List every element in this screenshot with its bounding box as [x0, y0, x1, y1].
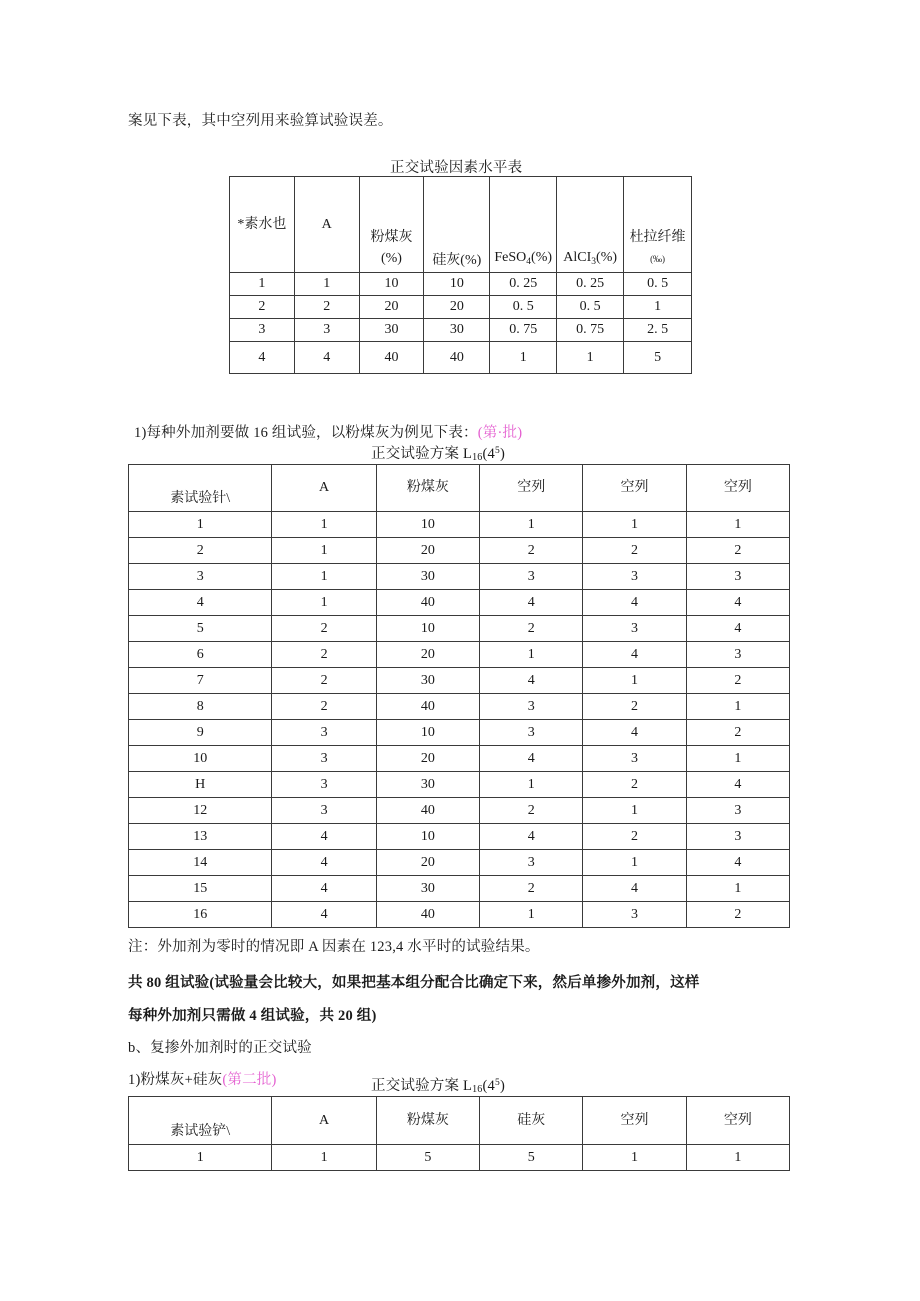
table-cell: 1	[686, 512, 789, 538]
table-cell: 3	[583, 564, 686, 590]
item-2-text: 1)粉煤灰+硅灰	[128, 1072, 223, 1088]
table-cell: 2	[230, 296, 295, 319]
table-cell: 3	[583, 616, 686, 642]
table-cell: 20	[376, 746, 479, 772]
plan-title-paren-close: )	[499, 446, 505, 462]
table-row	[129, 642, 790, 668]
table-cell: 0. 75	[490, 319, 557, 342]
table-cell: 2	[272, 694, 376, 720]
table-cell: 4	[583, 720, 686, 746]
table-cell: 1	[490, 342, 557, 374]
header-cell-empty-col-1: 空列	[480, 465, 583, 512]
note-paragraph: 注：外加剂为零时的情况即 A 因素在 123,4 水平时的试验结果。	[128, 939, 540, 955]
table-cell: 10	[376, 720, 479, 746]
table-row	[129, 824, 790, 850]
table-cell: 1	[480, 642, 583, 668]
table-cell: 1	[230, 273, 295, 296]
table-cell: 2	[686, 668, 789, 694]
factor-table-title: 正交试验因素水平表	[390, 160, 523, 176]
table-cell: 2	[294, 296, 359, 319]
orthogonal-plan-table-2	[128, 1096, 790, 1171]
header-cell-a: A	[272, 465, 376, 512]
table-cell: 4	[686, 772, 789, 798]
table-cell: 4	[583, 876, 686, 902]
table-row	[129, 694, 790, 720]
table-row	[129, 876, 790, 902]
section-b-heading: b、复掺外加剂时的正交试验	[128, 1040, 312, 1056]
table-row	[230, 273, 692, 296]
header-alci3-b: (%)	[596, 250, 618, 266]
header-fly-ash-unit: (%)	[380, 250, 402, 266]
table-header-row	[129, 1097, 790, 1145]
table-cell: 0. 5	[557, 296, 624, 319]
table-cell: 5	[480, 1145, 583, 1171]
table-cell: 3	[686, 642, 789, 668]
table-cell: 3	[480, 564, 583, 590]
table-cell: 1	[480, 772, 583, 798]
table-cell: 1	[686, 694, 789, 720]
table-cell: 3	[272, 720, 376, 746]
table-cell: 3	[686, 564, 789, 590]
table-cell: 9	[129, 720, 272, 746]
table-cell: 30	[376, 876, 479, 902]
header-cell-trial-index: 素试验针\	[129, 465, 272, 512]
table-cell: 2	[272, 668, 376, 694]
header-feso4-sub: 4	[526, 257, 532, 268]
table-header-row	[230, 177, 692, 273]
table-cell: 4	[480, 824, 583, 850]
table-cell: 4	[480, 590, 583, 616]
table-cell: 10	[424, 273, 490, 296]
header-feso4-a: FeSO	[494, 250, 527, 266]
table-row	[230, 342, 692, 374]
table-cell: 2	[480, 616, 583, 642]
header-cell-alci3	[557, 177, 624, 273]
header-alci3-sub: 3	[591, 257, 597, 268]
table-cell: 5	[129, 616, 272, 642]
table-cell: 4	[686, 850, 789, 876]
table-cell: 3	[272, 798, 376, 824]
table-cell: 10	[129, 746, 272, 772]
intro-paragraph: 案见下表，其中空列用来验算试验误差。	[128, 113, 393, 129]
table-cell: 1	[686, 876, 789, 902]
table-row	[230, 319, 692, 342]
table-cell: 2	[583, 694, 686, 720]
table-cell: 3	[583, 902, 686, 928]
table-cell: 2	[129, 538, 272, 564]
table-cell: 1	[129, 512, 272, 538]
table-cell: 20	[359, 296, 424, 319]
table-cell: 10	[376, 616, 479, 642]
plan2-title-paren-close: )	[499, 1078, 505, 1094]
table-cell: 4	[230, 342, 295, 374]
table-cell: 2	[480, 538, 583, 564]
table-row	[129, 798, 790, 824]
table-cell: 1	[686, 746, 789, 772]
table-cell: 4	[686, 590, 789, 616]
table-cell: H	[129, 772, 272, 798]
table-row	[129, 564, 790, 590]
item-1-batch-tag: (第·批)	[477, 425, 523, 441]
table-cell: 3	[272, 746, 376, 772]
table-row	[129, 668, 790, 694]
table-row	[129, 538, 790, 564]
plan-title-sub: 16	[472, 452, 483, 463]
table-cell: 4	[583, 642, 686, 668]
table-cell: 1	[272, 1145, 376, 1171]
table-cell: 4	[583, 590, 686, 616]
plan-table-2-title	[371, 1074, 505, 1095]
plan2-title-sub: 16	[472, 1084, 483, 1095]
table-cell: 0. 5	[490, 296, 557, 319]
table-cell: 20	[424, 296, 490, 319]
table-cell: 1	[624, 296, 692, 319]
table-cell: 5	[624, 342, 692, 374]
table-cell: 1	[583, 1145, 686, 1171]
table-cell: 30	[359, 319, 424, 342]
table-cell: 13	[129, 824, 272, 850]
table-cell: 10	[359, 273, 424, 296]
table-row	[129, 590, 790, 616]
table-cell: 1	[294, 273, 359, 296]
table-row	[129, 746, 790, 772]
table-cell: 4	[686, 616, 789, 642]
table-cell: 2	[272, 642, 376, 668]
table-cell: 3	[686, 798, 789, 824]
table-cell: 4	[480, 746, 583, 772]
table-cell: 30	[424, 319, 490, 342]
table-cell: 2	[686, 720, 789, 746]
table-cell: 4	[272, 850, 376, 876]
header-cell-factor-level: *素水也	[230, 177, 295, 273]
header-cell-silica-fume: 硅灰(%)	[424, 177, 490, 273]
table-cell: 4	[272, 902, 376, 928]
table-cell: 3	[480, 720, 583, 746]
header-cell-trial-index: 素试验铲\	[129, 1097, 272, 1145]
plan-title-paren-open: (4	[482, 446, 495, 462]
table-cell: 1	[272, 538, 376, 564]
header-cell-empty-col-2: 空列	[583, 465, 686, 512]
table-cell: 2	[583, 772, 686, 798]
table-cell: 1	[583, 850, 686, 876]
table-cell: 1	[129, 1145, 272, 1171]
header-cell-fly-ash: 粉煤灰	[376, 1097, 479, 1145]
table-cell: 1	[272, 564, 376, 590]
table-cell: 3	[686, 824, 789, 850]
table-cell: 4	[272, 876, 376, 902]
table-cell: 14	[129, 850, 272, 876]
header-cell-empty-col-2: 空列	[686, 1097, 789, 1145]
table-cell: 0. 25	[557, 273, 624, 296]
header-cell-fly-ash	[359, 177, 424, 273]
item-1-text: 1)每种外加剂要做 16 组试验，以粉煤灰为例见下表：	[134, 425, 478, 441]
table-cell: 40	[424, 342, 490, 374]
plan2-title-main: 正交试验方案 L	[371, 1078, 473, 1094]
header-cell-silica-fume: 硅灰	[480, 1097, 583, 1145]
table-cell: 2. 5	[624, 319, 692, 342]
table-cell: 10	[376, 512, 479, 538]
table-cell: 10	[376, 824, 479, 850]
table-row	[129, 512, 790, 538]
table-cell: 3	[480, 850, 583, 876]
table-cell: 30	[376, 772, 479, 798]
table-cell: 1	[583, 512, 686, 538]
table-cell: 20	[376, 850, 479, 876]
table-cell: 4	[480, 668, 583, 694]
table-cell: 30	[376, 668, 479, 694]
summary-paragraph-line-2: 每种外加剂只需做 4 组试验，共 20 组)	[128, 1008, 377, 1024]
table-cell: 2	[480, 798, 583, 824]
table-cell: 15	[129, 876, 272, 902]
table-cell: 1	[583, 668, 686, 694]
orthogonal-plan-table	[128, 464, 790, 928]
plan2-title-paren-open: (4	[482, 1078, 495, 1094]
table-row	[129, 1145, 790, 1171]
factor-level-table	[229, 176, 692, 374]
table-cell: 4	[272, 824, 376, 850]
table-cell: 16	[129, 902, 272, 928]
table-row	[129, 720, 790, 746]
table-cell: 7	[129, 668, 272, 694]
table-cell: 6	[129, 642, 272, 668]
header-cell-a: A	[294, 177, 359, 273]
table-cell: 3	[583, 746, 686, 772]
table-cell: 1	[272, 590, 376, 616]
plan-title-main: 正交试验方案 L	[371, 446, 473, 462]
table-cell: 8	[129, 694, 272, 720]
item-2-paragraph	[128, 1070, 277, 1092]
table-cell: 30	[376, 564, 479, 590]
table-row	[129, 772, 790, 798]
header-cell-feso4	[490, 177, 557, 273]
table-cell: 40	[376, 694, 479, 720]
header-fly-ash-label: 粉煤灰	[370, 230, 413, 246]
table-cell: 1	[583, 798, 686, 824]
table-cell: 2	[686, 538, 789, 564]
header-alci3-a: AlCI	[563, 250, 592, 266]
plan-title-sup: 5	[494, 446, 500, 456]
table-cell: 0. 25	[490, 273, 557, 296]
table-cell: 2	[686, 902, 789, 928]
table-cell: 1	[480, 902, 583, 928]
header-cell-empty-col-1: 空列	[583, 1097, 686, 1145]
header-dura-fiber-unit: (‰)	[650, 253, 666, 264]
table-cell: 4	[129, 590, 272, 616]
table-cell: 2	[272, 616, 376, 642]
table-cell: 3	[272, 772, 376, 798]
table-cell: 5	[376, 1145, 479, 1171]
table-cell: 0. 5	[624, 273, 692, 296]
table-cell: 20	[376, 538, 479, 564]
table-cell: 3	[129, 564, 272, 590]
table-cell: 12	[129, 798, 272, 824]
table-cell: 1	[686, 1145, 789, 1171]
table-cell: 40	[376, 590, 479, 616]
table-cell: 40	[359, 342, 424, 374]
table-cell: 40	[376, 798, 479, 824]
plan-table-title	[371, 442, 505, 463]
table-cell: 40	[376, 902, 479, 928]
table-row	[129, 850, 790, 876]
table-cell: 2	[480, 876, 583, 902]
summary-paragraph-line-1: 共 80 组试验(试验量会比较大，如果把基本组分配合比确定下来，然后单掺外加剂，这样	[128, 975, 700, 991]
table-cell: 3	[480, 694, 583, 720]
table-cell: 1	[480, 512, 583, 538]
header-cell-fly-ash: 粉煤灰	[376, 465, 479, 512]
header-cell-a: A	[272, 1097, 376, 1145]
table-cell: 2	[583, 824, 686, 850]
table-cell: 20	[376, 642, 479, 668]
item-2-batch-tag: (第二批)	[222, 1072, 277, 1088]
table-cell: 0. 75	[557, 319, 624, 342]
header-feso4-b: (%)	[531, 250, 553, 266]
plan2-title-sup: 5	[494, 1078, 500, 1088]
table-cell: 4	[294, 342, 359, 374]
header-cell-empty-col-3: 空列	[686, 465, 789, 512]
table-row	[230, 296, 692, 319]
table-cell: 1	[272, 512, 376, 538]
table-row	[129, 616, 790, 642]
table-header-row	[129, 465, 790, 512]
header-cell-dura-fiber	[624, 177, 692, 273]
table-row	[129, 902, 790, 928]
table-cell: 3	[294, 319, 359, 342]
table-cell: 1	[557, 342, 624, 374]
table-cell: 3	[230, 319, 295, 342]
table-cell: 2	[583, 538, 686, 564]
header-dura-fiber-label: 杜拉纤维	[629, 230, 686, 246]
